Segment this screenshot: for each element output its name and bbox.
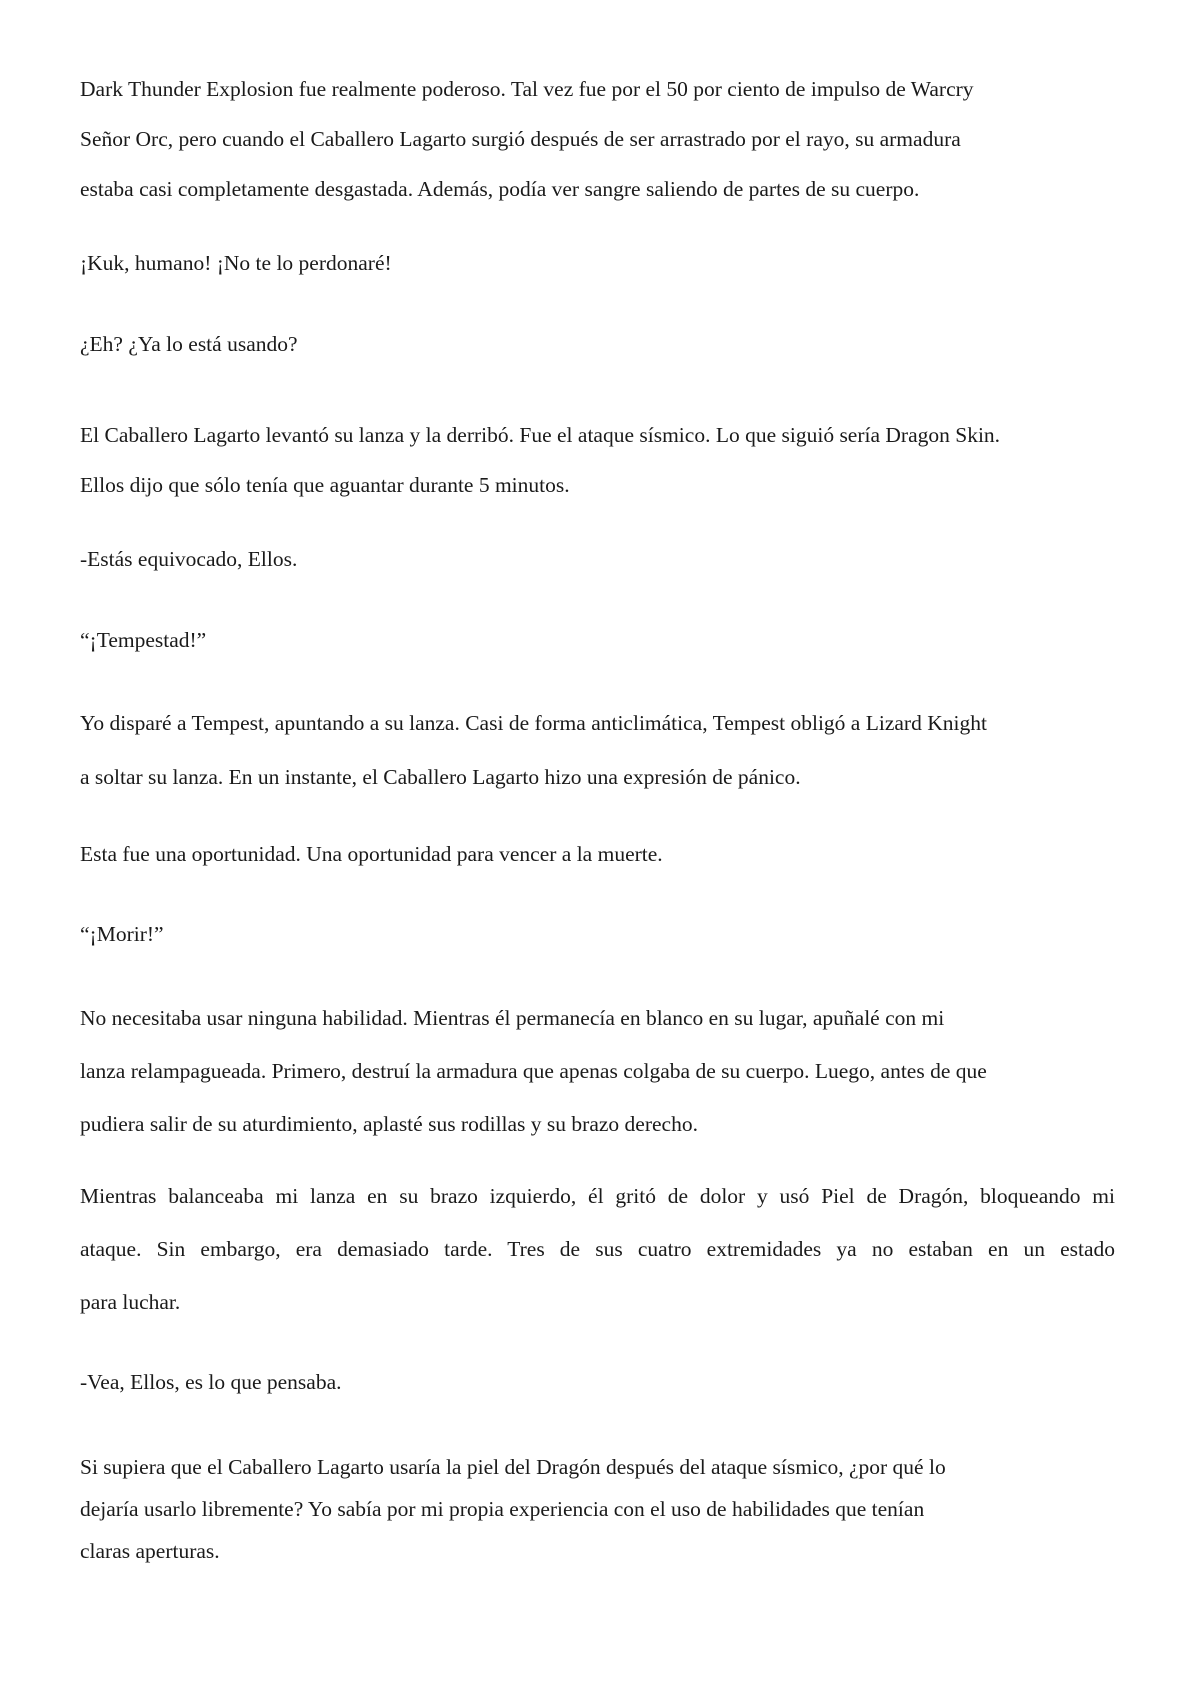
text-line: -Estás equivocado, Ellos. (80, 547, 298, 571)
text-line: ¿Eh? ¿Ya lo está usando? (80, 332, 298, 356)
text-line: Mientras balanceaba mi lanza en su brazo izquierdo, él gritó de dolor y usó Piel de Dragón, bloqueando mi (80, 1184, 1115, 1208)
paragraph-6 (80, 624, 1115, 656)
text-line: El Caballero Lagarto levantó su lanza y la derribó. Fue el ataque sísmico. Lo que siguió sería Dragon Skin. (80, 423, 1001, 447)
paragraph-7 (80, 696, 1115, 804)
text-line: para luchar. (80, 1290, 181, 1314)
text-line: ¡Kuk, humano! ¡No te lo perdonaré! (80, 251, 392, 275)
text-line: ataque. Sin embargo, era demasiado tarde. Tres de sus cuatro extremidades ya no estaban en un estado (80, 1237, 1115, 1261)
text-line: claras aperturas. (80, 1539, 220, 1563)
paragraph-1 (80, 64, 1115, 214)
text-line: Esta fue una oportunidad. Una oportunidad para vencer a la muerte. (80, 842, 663, 866)
text-line: Dark Thunder Explosion fue realmente poderoso. Tal vez fue por el 50 por ciento de impulso de Warcry (80, 77, 974, 101)
text-line: -Vea, Ellos, es lo que pensaba. (80, 1370, 342, 1394)
text-line: Yo disparé a Tempest, apuntando a su lanza. Casi de forma anticlimática, Tempest obligó a Lizard Knight (80, 711, 987, 735)
paragraph-8 (80, 838, 1115, 870)
paragraph-4 (80, 410, 1115, 510)
paragraph-2 (80, 247, 1115, 279)
text-line: No necesitaba usar ninguna habilidad. Mientras él permanecía en blanco en su lugar, apuñalé con mi (80, 1006, 945, 1030)
text-line: estaba casi completamente desgastada. Además, podía ver sangre saliendo de partes de su cuerpo. (80, 177, 920, 201)
text-line: “¡Morir!” (80, 922, 164, 946)
text-line: Si supiera que el Caballero Lagarto usaría la piel del Dragón después del ataque sísmico, ¿por qué lo (80, 1455, 946, 1479)
text-line: Ellos dijo que sólo tenía que aguantar durante 5 minutos. (80, 473, 570, 497)
text-line: pudiera salir de su aturdimiento, aplasté sus rodillas y su brazo derecho. (80, 1112, 698, 1136)
paragraph-3 (80, 328, 1115, 360)
paragraph-9 (80, 918, 1115, 950)
paragraph-11 (80, 1170, 1115, 1329)
text-line: a soltar su lanza. En un instante, el Caballero Lagarto hizo una expresión de pánico. (80, 765, 801, 789)
text-line: lanza relampagueada. Primero, destruí la armadura que apenas colgaba de su cuerpo. Luego, antes de que (80, 1059, 987, 1083)
paragraph-10 (80, 992, 1115, 1151)
paragraph-5 (80, 543, 1115, 575)
paragraph-12 (80, 1366, 1115, 1398)
text-line: dejaría usarlo libremente? Yo sabía por mi propia experiencia con el uso de habilidades que tenían (80, 1497, 925, 1521)
text-line: Señor Orc, pero cuando el Caballero Lagarto surgió después de ser arrastrado por el rayo, su armadura (80, 127, 961, 151)
paragraph-13 (80, 1446, 1115, 1572)
text-line: “¡Tempestad!” (80, 628, 207, 652)
